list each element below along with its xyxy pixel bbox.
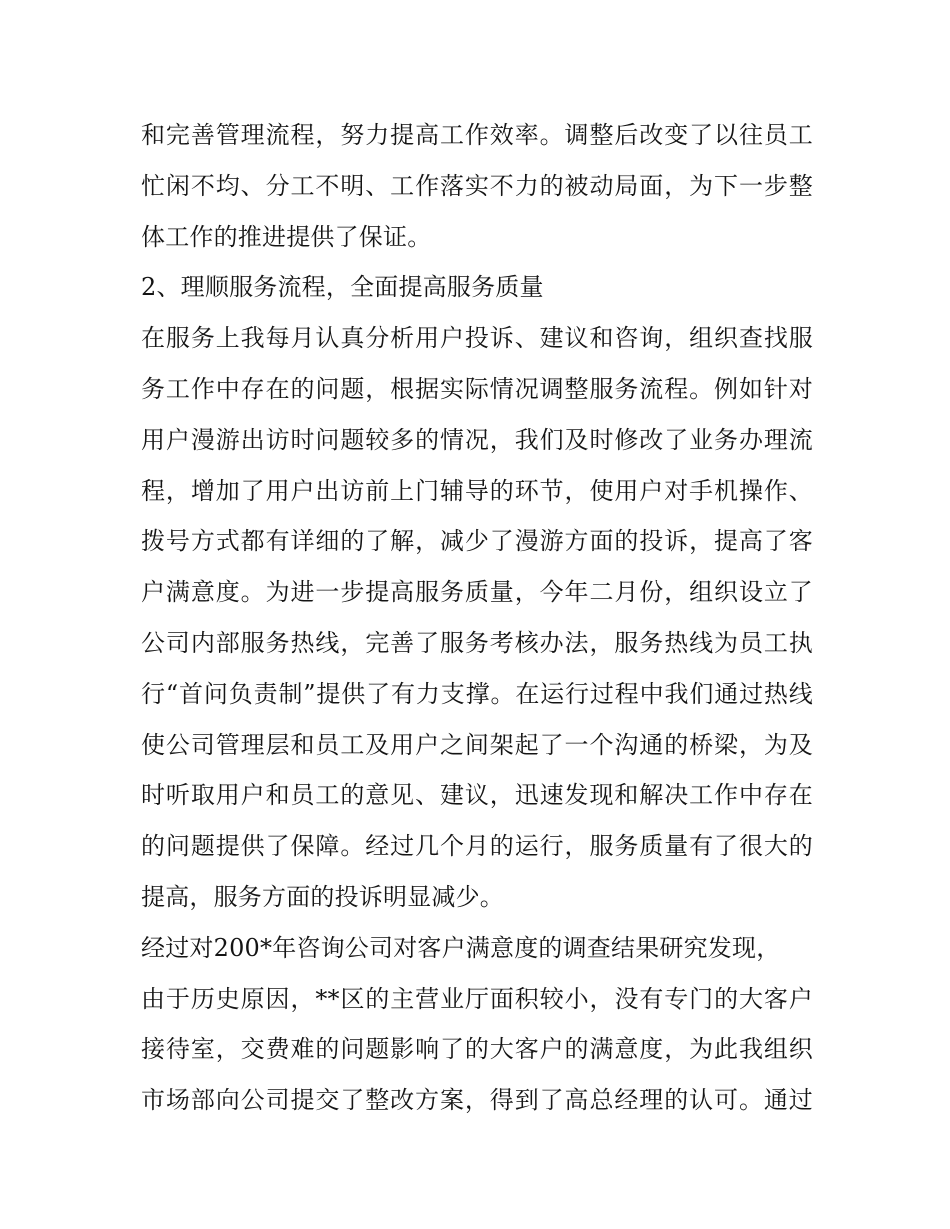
body-line: 体工作的推进提供了保证。 — [141, 222, 432, 251]
body-line: 程，增加了用户出访前上门辅导的环节，使用户对手机操作、 — [141, 476, 813, 505]
body-line: 公司内部服务热线，完善了服务考核办法，服务热线为员工执 — [141, 628, 813, 657]
body-line: 户满意度。为进一步提高服务质量，今年二月份，组织设立了 — [141, 578, 813, 607]
body-line: 市场部向公司提交了整改方案，得到了高总经理的认可。通过 — [141, 1086, 813, 1115]
body-line: 由于历史原因，**区的主营业厅面积较小，没有专门的大客户 — [141, 984, 813, 1013]
document-body — [141, 110, 813, 1126]
body-line: 的问题提供了保障。经过几个月的运行，服务质量有了很大的 — [141, 832, 813, 861]
body-line: 时听取用户和员工的意见、建议，迅速发现和解决工作中存在 — [141, 781, 813, 810]
body-line: 在服务上我每月认真分析用户投诉、建议和咨询，组织查找服 — [141, 324, 813, 353]
body-line: 接待室，交费难的问题影响了的大客户的满意度，为此我组织 — [141, 1035, 813, 1064]
body-line: 忙闲不均、分工不明、工作落实不力的被动局面，为下一步整 — [141, 171, 813, 200]
body-line: 拨号方式都有详细的了解，减少了漫游方面的投诉，提高了客 — [141, 527, 813, 556]
body-line: 提高，服务方面的投诉明显减少。 — [141, 882, 504, 911]
body-line: 务工作中存在的问题，根据实际情况调整服务流程。例如针对 — [141, 374, 813, 403]
body-line: 行“首问负责制”提供了有力支撑。在运行过程中我们通过热线 — [141, 679, 813, 708]
body-line: 使公司管理层和员工及用户之间架起了一个沟通的桥梁，为及 — [141, 730, 813, 759]
body-line: 用户漫游出访时问题较多的情况，我们及时修改了业务办理流 — [141, 425, 813, 454]
body-line: 经过对200*年咨询公司对客户满意度的调查结果研究发现， — [141, 933, 781, 962]
section-heading: 2、理顺服务流程，全面提高服务质量 — [141, 273, 544, 302]
body-line: 和完善管理流程，努力提高工作效率。调整后改变了以往员工 — [141, 121, 813, 149]
